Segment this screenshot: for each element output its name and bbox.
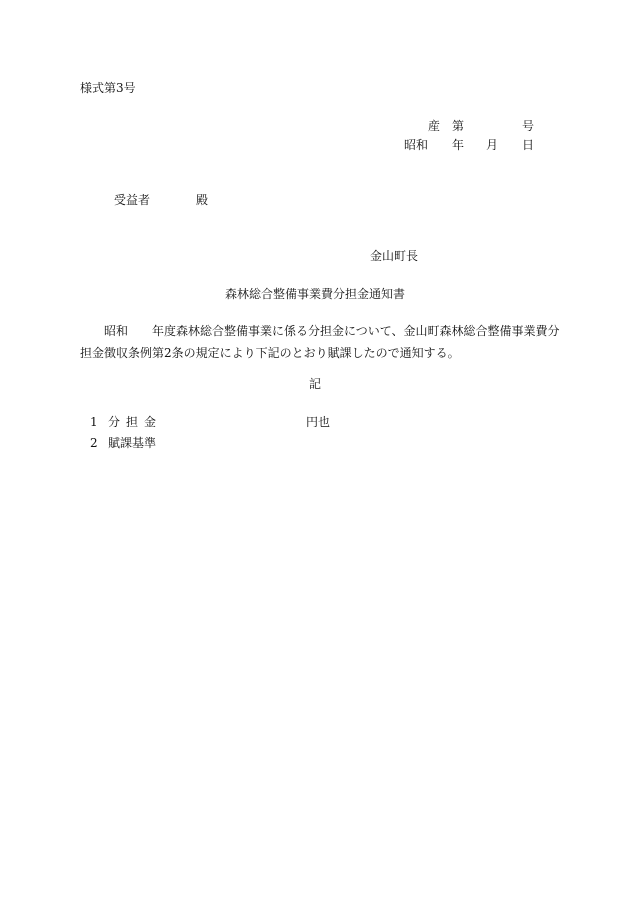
ki-heading: 記 <box>308 377 321 391</box>
item-number: 1 <box>90 415 98 429</box>
body-paragraph <box>80 320 560 364</box>
date-year: 年 <box>452 138 465 152</box>
doc-number-prefix: 産 <box>428 119 441 133</box>
date-era: 昭和 <box>404 138 429 152</box>
date-day: 日 <box>522 138 535 152</box>
form-number: 様式第3号 <box>80 81 136 95</box>
doc-number-go: 号 <box>522 119 535 133</box>
doc-number-line <box>428 118 540 134</box>
item-label: 分担金 <box>108 415 163 429</box>
issuer: 金山町長 <box>370 249 419 263</box>
list-item <box>90 414 340 430</box>
date-line <box>404 137 540 153</box>
recipient-label: 受益者 <box>114 193 151 207</box>
body-text: 年度森林総合整備事業に係る分担金について、金山町森林総合整備事業費分担金徴収条例第2条の規定により下記のとおり賦課したので通知する。 <box>80 324 560 360</box>
doc-number-dai: 第 <box>452 119 465 133</box>
document-title: 森林総合整備事業費分担金通知書 <box>224 287 405 301</box>
item-unit: 円也 <box>306 415 331 429</box>
date-month: 月 <box>486 138 499 152</box>
recipient-line <box>114 192 224 208</box>
recipient-honorific: 殿 <box>196 193 209 207</box>
list-item <box>90 435 210 451</box>
body-era: 昭和 <box>104 324 129 338</box>
item-number: 2 <box>90 436 98 450</box>
item-label: 賦課基準 <box>108 436 157 450</box>
